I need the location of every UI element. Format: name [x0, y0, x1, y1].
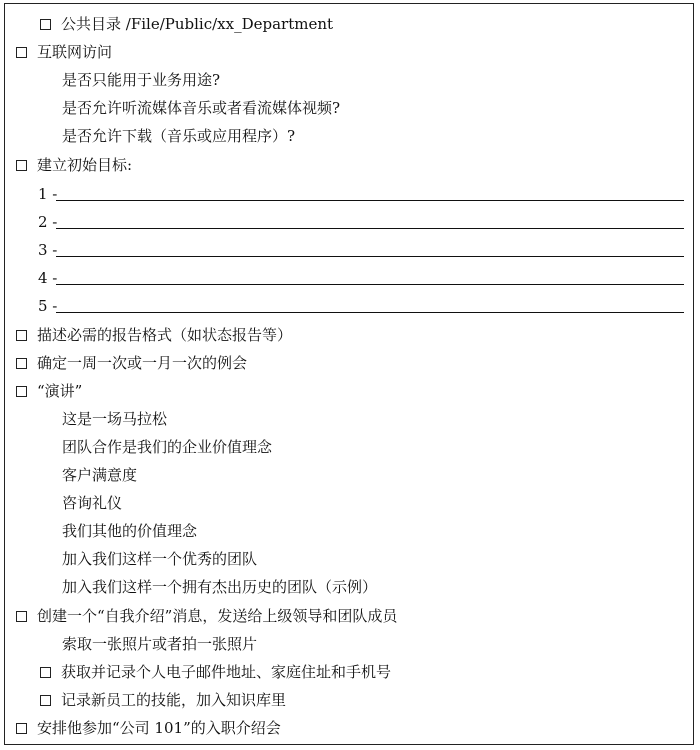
- self-intro-label: 创建一个“自我介绍”消息，发送给上级领导和团队成员: [37, 607, 398, 625]
- goal-input-line[interactable]: [56, 200, 684, 201]
- internet-question: 是否只能用于业务用途?: [62, 71, 221, 89]
- internet-access-label: 互联网访问: [37, 43, 113, 61]
- self-intro-item: [16, 604, 397, 628]
- goal-input-line[interactable]: [56, 284, 684, 285]
- checkbox[interactable]: [16, 611, 27, 622]
- checkbox[interactable]: [16, 723, 27, 734]
- goal-line: [38, 266, 684, 290]
- speech-point: 加入我们这样一个优秀的团队: [62, 550, 258, 568]
- report-format-item: [16, 323, 292, 347]
- speech-label: “演讲”: [37, 382, 83, 400]
- photo-note: 索取一张照片或者拍一张照片: [62, 635, 258, 653]
- internet-question: 是否允许下载（音乐或应用程序）?: [62, 127, 296, 145]
- goal-number: 2 -: [38, 213, 58, 231]
- initial-goals-label: 建立初始目标:: [37, 156, 133, 174]
- orientation-label: 安排他参加“公司 101”的入职介绍会: [37, 719, 281, 737]
- speech-point: 加入我们这样一个拥有杰出历史的团队（示例）: [62, 578, 378, 596]
- goal-number: 5 -: [38, 297, 58, 315]
- checkbox[interactable]: [16, 160, 27, 171]
- speech-point: 这是一场马拉松: [62, 410, 168, 428]
- goal-input-line[interactable]: [56, 312, 684, 313]
- record-skills-item: [40, 688, 286, 712]
- goal-input-line[interactable]: [56, 256, 684, 257]
- checkbox[interactable]: [40, 667, 51, 678]
- goal-input-line[interactable]: [56, 228, 684, 229]
- goal-line: [38, 294, 684, 318]
- report-format-label: 描述必需的报告格式（如状态报告等）: [37, 326, 293, 344]
- orientation-item: [16, 716, 281, 740]
- speech-point: 客户满意度: [62, 466, 138, 484]
- speech-point: 团队合作是我们的企业价值理念: [62, 438, 273, 456]
- record-contact-item: [40, 660, 391, 684]
- speech-point: 我们其他的价值理念: [62, 522, 198, 540]
- meeting-item: [16, 351, 247, 375]
- checkbox[interactable]: [16, 358, 27, 369]
- internet-question: 是否允许听流媒体音乐或者看流媒体视频?: [62, 99, 341, 117]
- goal-line: [38, 238, 684, 262]
- meeting-label: 确定一周一次或一月一次的例会: [37, 354, 248, 372]
- checkbox[interactable]: [16, 47, 27, 58]
- speech-point: 咨询礼仪: [62, 494, 123, 512]
- goal-number: 3 -: [38, 241, 58, 259]
- goal-line: [38, 210, 684, 234]
- checkbox[interactable]: [40, 695, 51, 706]
- goal-line: [38, 182, 684, 206]
- initial-goals-item: [16, 153, 132, 177]
- checkbox[interactable]: [40, 19, 51, 30]
- internet-access-item: [16, 40, 112, 64]
- record-skills-label: 记录新员工的技能，加入知识库里: [61, 691, 287, 709]
- checkbox[interactable]: [16, 330, 27, 341]
- checkbox[interactable]: [16, 386, 27, 397]
- public-directory-item: [40, 12, 333, 36]
- goal-number: 1 -: [38, 185, 58, 203]
- record-contact-label: 获取并记录个人电子邮件地址、家庭住址和手机号: [61, 663, 392, 681]
- speech-item: [16, 379, 82, 403]
- public-directory-label: 公共目录 /File/Public/xx_Department: [61, 15, 334, 33]
- goal-number: 4 -: [38, 269, 58, 287]
